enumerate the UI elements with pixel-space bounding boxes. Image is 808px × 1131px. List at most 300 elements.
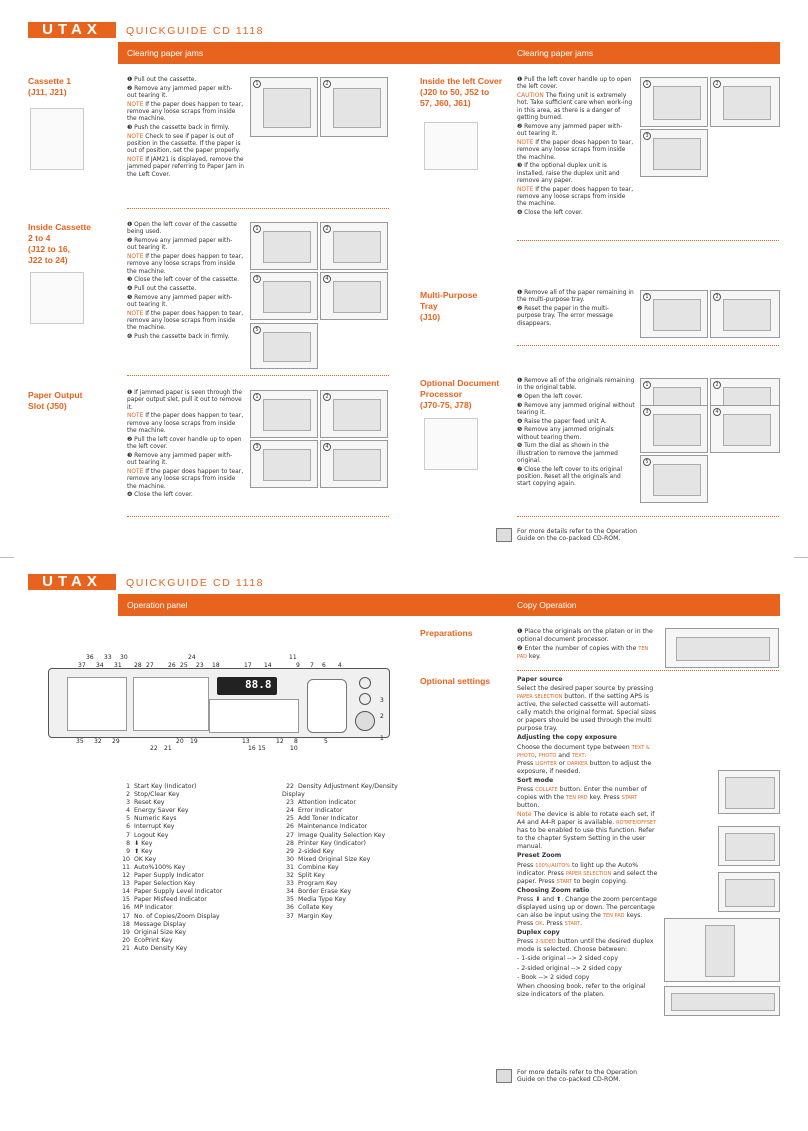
section-title-output: Paper Output Slot (J50)	[28, 390, 83, 411]
step: ❷ Remove any jammed paper with- out tearing it.	[517, 123, 623, 138]
legend-number: 31	[286, 863, 294, 871]
para: button.	[517, 801, 540, 809]
para: button until the desired duplex mode is selected. Choose between:	[517, 938, 654, 954]
legend-label: Density Adjustment Key/Density Display	[282, 783, 398, 799]
legend-item	[282, 872, 402, 880]
prep-text	[517, 628, 657, 662]
mpt-text	[517, 290, 635, 329]
note: If the paper does happen to tear, remove any loose scraps from inside the machine.	[127, 413, 244, 435]
legend-item	[282, 815, 402, 823]
panel-number-top: 18	[212, 662, 220, 669]
legend-label: Attention Indicator	[298, 799, 356, 807]
legend-item	[118, 807, 278, 815]
legend-number: 8	[126, 839, 130, 847]
legend-number: 18	[122, 920, 130, 928]
legend-label: Media Type Key	[298, 896, 346, 904]
panel-number-bottom: 29	[112, 738, 120, 745]
key-name: 100%/AUTO%	[535, 862, 571, 869]
reset-key[interactable]	[359, 677, 371, 689]
step: ❶ Pull the left cover handle up to open the left cover.	[517, 77, 632, 91]
legend-item	[118, 872, 278, 880]
panel-number-bottom: 35	[76, 738, 84, 745]
divider	[127, 516, 389, 517]
para: Press	[517, 759, 536, 767]
legend-number: 32	[286, 872, 294, 880]
panel-number-right: 3	[380, 697, 384, 704]
illustration: 1	[640, 378, 708, 426]
para: Press	[517, 861, 536, 869]
key-name: ROTATE/OFFSET	[616, 820, 657, 827]
subheading: Choosing Zoom ratio	[517, 886, 590, 894]
key-name: TEN PAD	[602, 912, 625, 919]
panel-number-top: 14	[264, 662, 272, 669]
legend-label: Start Key (Indicator)	[134, 783, 197, 790]
para: to light up the Auto% indicator. Press	[517, 861, 639, 877]
note: If JAM21 is displayed, remove the jammed paper referring to Paper Jam in the Left Cover.	[127, 157, 244, 178]
para: or	[556, 759, 568, 767]
panel-number-bottom: 20	[176, 738, 184, 745]
legend-label: Border Erase Key	[298, 888, 352, 896]
legend-number: 11	[122, 863, 130, 871]
illustration	[664, 918, 780, 982]
divider	[517, 516, 779, 517]
legend-label: Interrupt Key	[134, 823, 175, 831]
legend-label: Margin Key	[298, 912, 333, 920]
para: button. If the setting APS is active, the selected cassette will automati-cally match the original format. Special sizes or papers should be used through the multi purpose tray.	[517, 693, 657, 733]
legend-label: Message Display	[134, 920, 186, 928]
panel-number-top: 17	[244, 662, 252, 669]
key-name: TEXT	[571, 752, 585, 759]
legend-number: 16	[122, 904, 130, 912]
doc-title: QUICKGUIDE CD 1118	[126, 577, 265, 589]
step: ❸ Close the left cover of the cassette.	[127, 277, 240, 284]
note: Check to see if paper is out of position in the cassette. If the paper is out of position, set the paper properly.	[127, 133, 241, 155]
paper-keys	[209, 699, 299, 733]
doc-title: QUICKGUIDE CD 1118	[126, 25, 265, 37]
note: If the paper does happen to tear, remove any loose scraps from inside the machine.	[127, 310, 244, 332]
list-item: - Book --> 2 sided copy	[517, 973, 590, 981]
panel-number-bottom: 32	[94, 738, 102, 745]
para: button to adjust the exposure, if needed.	[517, 759, 652, 775]
section-title-opt: Optional settings	[420, 676, 491, 686]
step: ❹ Raise the paper feed unit A.	[517, 418, 607, 425]
legend-number: 36	[286, 904, 294, 912]
legend-item	[118, 929, 278, 937]
panel-number-top: 27	[146, 662, 154, 669]
legend-label: Printer Key (Indicator)	[298, 839, 366, 847]
legend-number: 7	[126, 831, 130, 839]
key-name: 2-SIDED	[535, 939, 556, 946]
illustration: 3	[640, 405, 708, 453]
legend-number: 19	[122, 928, 130, 936]
panel-number-top: 30	[120, 654, 128, 661]
panel-number-bottom: 15	[258, 745, 266, 752]
legend-item	[118, 791, 278, 799]
legend-number: 1	[126, 783, 130, 790]
panel-number-bottom: 16	[248, 745, 256, 752]
legend-item	[282, 832, 402, 840]
legend-number: 28	[286, 839, 294, 847]
legend-number: 37	[286, 912, 294, 920]
legend-label: Auto Density Key	[134, 944, 188, 952]
panel-number-top: 34	[96, 662, 104, 669]
panel-number-top: 4	[338, 662, 342, 669]
panel-number-bottom: 21	[164, 745, 172, 752]
step: ❹ Close the left cover.	[517, 210, 583, 217]
para: key. Press	[587, 793, 622, 801]
step: ❶ If jammed paper is seen through the paper output slet, pull it out to remove it.	[127, 390, 242, 411]
legend-item	[118, 880, 278, 888]
step: ❶ Pull out the cassette.	[127, 77, 197, 83]
note-label: NOTE	[127, 254, 144, 260]
legend-number: 22	[286, 783, 294, 790]
divider	[517, 345, 779, 346]
illustration	[665, 628, 779, 668]
left-keys	[67, 677, 127, 731]
key-name: START	[556, 878, 573, 885]
step: key.	[526, 653, 541, 661]
illustration: 1	[250, 222, 318, 270]
legend-number: 26	[286, 823, 294, 831]
illustration: 2	[710, 378, 780, 426]
section-title-odp: Optional Document Processor (J70-75, J78)	[420, 378, 500, 410]
divider	[517, 240, 779, 241]
legend-item	[118, 913, 278, 921]
para: to begin copying.	[572, 877, 628, 885]
section-bar-title-left: Operation panel	[127, 600, 188, 610]
panel-number-top: 36	[86, 654, 94, 661]
illustration: 3	[250, 272, 318, 320]
legend-number: 23	[286, 799, 294, 807]
panel-number-right: 1	[380, 735, 384, 742]
cassette24-text	[127, 222, 245, 343]
legend-label: Numeric Keys	[134, 815, 177, 823]
section-title-cassette1: Cassette 1 (J11, J21)	[28, 76, 71, 97]
subheading: Duplex copy	[517, 929, 560, 937]
divider	[127, 375, 389, 376]
legend-item	[282, 799, 402, 807]
start-key[interactable]	[355, 711, 375, 731]
section-bar	[118, 594, 780, 616]
machine-icon	[424, 418, 478, 470]
legend-label: Original Size Key	[134, 928, 187, 936]
legend-label: EcoPrint Key	[134, 936, 173, 944]
step: ❷ Enter the number of copies with the	[517, 645, 639, 653]
illustration: 4	[320, 272, 388, 320]
para: .	[580, 919, 583, 927]
step: ❸ If the optional duplex unit is installed, raise the duplex unit and remove any paper.	[517, 163, 620, 185]
legend-item	[118, 888, 278, 896]
key-name: DARKER	[567, 760, 588, 767]
note-label: NOTE	[127, 468, 144, 475]
illustration	[718, 826, 780, 866]
mid-keys	[133, 677, 209, 731]
section-title-mpt: Multi-Purpose Tray (J10)	[420, 290, 478, 322]
ten-pad	[307, 679, 347, 733]
para: Press ⬇ and ⬆. Change the zoom percentage displayed using up or down. The percentage can also be input using the	[517, 895, 657, 919]
note-label: NOTE	[517, 186, 534, 193]
panel-number-top: 31	[114, 662, 122, 669]
legend-number: 21	[122, 944, 130, 952]
step: ❻ Turn the dial as shown in the illustration to remove the jammed original.	[517, 443, 618, 464]
legend-item	[118, 921, 278, 929]
panel-number-bottom: 13	[242, 738, 250, 745]
legend-label: Maintenance Indicator	[298, 823, 368, 831]
caution: The fixing unit is extremely hot. Take sufficient care when work-ing in this area, as there is a danger of getting burned.	[517, 93, 633, 122]
legend-label: Logout Key	[134, 831, 169, 839]
step: ❹ Pull out the cassette.	[127, 286, 197, 292]
legend-label: Mixed Original Size Key	[298, 855, 371, 863]
panel-number-top: 6	[322, 662, 326, 669]
legend-item	[118, 815, 278, 823]
legend-number: 12	[122, 872, 130, 880]
illustration: 2	[710, 290, 780, 338]
legend-number: 34	[286, 888, 294, 896]
note: If the paper does happen to tear, remove any loose scraps from inside the machine.	[127, 101, 244, 123]
cassette1-text	[127, 77, 245, 180]
step: ❻ Push the cassette back in firmly.	[127, 334, 230, 340]
illustration: 3	[640, 129, 708, 177]
legend-label: ⬆ Key	[134, 847, 153, 855]
subheading: Paper source	[517, 676, 563, 683]
legend-number: 25	[286, 815, 294, 823]
legend-item	[118, 840, 278, 848]
key-name: OK	[535, 920, 543, 927]
para: keys. Press	[517, 911, 643, 927]
note-label: NOTE	[127, 133, 144, 140]
legend-label: Energy Saver Key	[134, 807, 189, 815]
illustration: 2	[320, 77, 388, 137]
odp-text	[517, 378, 635, 490]
divider	[127, 208, 389, 209]
legend-number: 27	[286, 831, 294, 839]
step: ❼ Close the left cover to its original position. Reset all the originals and start copying again.	[517, 466, 622, 488]
legend-label: Split Key	[298, 872, 325, 880]
key-name: LIGHTER	[535, 760, 557, 767]
more-info: For more details refer to the Operation Guide on the co-packed CD-ROM.	[517, 528, 638, 543]
panel-number-bottom: 10	[290, 745, 298, 752]
para: Select the desired paper source by pressing	[517, 685, 654, 693]
step: ❷ Reset the paper in the multi- purpose tray. The error message disappears.	[517, 306, 613, 327]
note-label: NOTE	[127, 101, 144, 108]
legend-label: Paper Supply Indicator	[134, 872, 204, 880]
legend-number: 13	[122, 880, 130, 888]
legend-label: Paper Misfeed Indicator	[134, 896, 207, 904]
legend-number: 24	[286, 807, 294, 815]
legend-item	[118, 937, 278, 945]
illustration: 2	[710, 77, 780, 127]
illustration	[718, 770, 780, 814]
operation-panel	[48, 668, 390, 738]
note-label: Note	[517, 811, 532, 819]
brand-logo: UTAX	[28, 22, 116, 38]
step: ❷ Pull the left cover handle up to open the left cover.	[127, 436, 242, 451]
key-name: TEXT & PHOTO	[517, 744, 650, 759]
step: ❷ Open the left cover.	[517, 394, 583, 400]
note-label: NOTE	[517, 139, 534, 146]
legend-item	[282, 840, 402, 848]
legend-item	[118, 823, 278, 831]
legend-label: Paper Selection Key	[134, 880, 196, 888]
step: ❶ Remove all of the originals remaining in the original table.	[517, 378, 635, 392]
panel-number-bottom: 5	[324, 738, 328, 745]
para: button. Enter the number of copies with the	[517, 785, 647, 801]
legend-left	[118, 783, 278, 953]
legend-item	[282, 864, 402, 872]
section-title-cassette24: Inside Cassette 2 to 4 (J12 to 16, J22 to 24)	[28, 222, 92, 265]
legend-item	[282, 856, 402, 864]
illustration: 1	[250, 390, 318, 438]
note-label: NOTE	[127, 413, 144, 420]
book-icon	[496, 1069, 512, 1083]
note: If the paper does happen to tear, remove any loose scraps from inside the machine.	[517, 139, 634, 161]
legend-number: 5	[126, 815, 130, 823]
legend-number: 30	[286, 855, 294, 863]
legend-label: Combine Key	[298, 863, 339, 871]
legend-number: 2	[126, 791, 130, 799]
legend-label: Reset Key	[134, 799, 165, 807]
para: . Press	[542, 919, 565, 927]
section-bar	[118, 42, 780, 64]
step: ❶ Place the originals on the platen or in the optional document processor.	[517, 628, 653, 643]
legend-item	[118, 856, 278, 864]
illustration: 5	[640, 455, 708, 503]
legend-number: 15	[122, 896, 130, 904]
panel-number-top: 11	[289, 654, 297, 661]
illustration: 3	[250, 440, 318, 488]
leftcover-text	[517, 77, 635, 219]
legend-label: Program Key	[298, 880, 338, 888]
legend-item	[118, 799, 278, 807]
opt-text	[517, 676, 659, 1000]
legend-item	[282, 896, 402, 904]
legend-number: 33	[286, 880, 294, 888]
illustration: 1	[640, 77, 708, 127]
legend-number: 20	[122, 936, 130, 944]
brand-logo: UTAX	[28, 574, 116, 590]
para: Choose the document type between	[517, 743, 632, 751]
key-name: TEN PAD	[566, 794, 588, 801]
legend-number: 6	[126, 823, 130, 831]
illustration: 2	[320, 222, 388, 270]
step: ❸ Remove any jammed paper with- out tearing it.	[127, 452, 233, 467]
step: ❺ Remove any jammed originals without tearing them.	[517, 427, 614, 441]
crop-mark	[794, 557, 808, 558]
output-text	[127, 390, 245, 501]
panel-number-top: 26	[168, 662, 176, 669]
legend-label: OK Key	[134, 855, 157, 863]
stop-key[interactable]	[359, 693, 371, 705]
step: ❷ Remove any jammed paper with- out tearing it.	[127, 85, 233, 99]
legend-number: 9	[126, 847, 130, 855]
note-label: NOTE	[127, 310, 144, 317]
para: When choosing book, refer to the original size indicators of the platen.	[517, 983, 646, 998]
section-bar-title-right: Copy Operation	[517, 600, 577, 610]
machine-icon	[30, 272, 84, 324]
illustration: 4	[320, 440, 388, 488]
legend-item	[118, 945, 278, 953]
illustration: 4	[710, 405, 780, 453]
subheading: Adjusting the copy exposure	[517, 734, 617, 742]
para: The device is able to rotate each set, if A4 and A4-R paper is available.	[517, 811, 655, 827]
legend-item	[118, 896, 278, 904]
crop-mark	[0, 557, 14, 558]
caution-label: CAUTION	[517, 93, 544, 99]
step: ❶ Remove all of the paper remaining in the multi-purpose tray.	[517, 290, 634, 304]
list-item: - 2-sided original --> 2 sided copy	[517, 964, 622, 972]
panel-number-bottom: 22	[150, 745, 158, 752]
key-name: TEN PAD	[517, 646, 649, 661]
step: ❸ Push the cassette back in firmly.	[127, 125, 230, 131]
note-label: NOTE	[127, 157, 144, 163]
step: ❹ Close the left cover.	[127, 492, 193, 499]
step: ❺ Remove any jammed paper with- out tearing it.	[127, 294, 233, 308]
legend-label: MP Indicator	[134, 904, 173, 912]
panel-number-top: 23	[196, 662, 204, 669]
illustration: 1	[640, 290, 708, 338]
key-name: COLLATE	[535, 786, 558, 793]
subheading: Preset Zoom	[517, 852, 562, 860]
section-title-prep: Preparations	[420, 628, 473, 638]
panel-number-bottom: 19	[190, 738, 198, 745]
legend-label: No. of Copies/Zoom Display	[134, 912, 220, 920]
step: ❸ Remove any jammed original without tearing it.	[517, 402, 635, 416]
legend-item	[282, 904, 402, 912]
panel-number-top: 37	[78, 662, 86, 669]
para: Press	[517, 785, 536, 793]
para: ,	[534, 751, 539, 759]
legend-label: ⬇ Key	[134, 839, 153, 847]
note: If the paper does happen to tear, remove any loose scraps from inside the machine.	[517, 186, 634, 208]
legend-item	[118, 832, 278, 840]
more-info: For more details refer to the Operation Guide on the co-packed CD-ROM.	[517, 1069, 638, 1084]
subheading: Sort mode	[517, 776, 554, 784]
section-bar-title-left: Clearing paper jams	[127, 48, 204, 58]
panel-number-top: 9	[296, 662, 300, 669]
panel-number-top: 25	[180, 662, 188, 669]
legend-number: 10	[122, 855, 130, 863]
section-title-leftcover: Inside the left Cover (J20 to 50, J52 to 57, J60, J61)	[420, 76, 503, 108]
machine-icon	[424, 122, 478, 170]
copy-count-display: 88.8	[245, 678, 272, 691]
note: If the paper does happen to tear, remove any loose scraps from inside the machine.	[127, 468, 244, 490]
legend-number: 14	[122, 888, 130, 896]
illustration: 2	[320, 390, 388, 438]
legend-label: Auto%100% Key	[134, 863, 186, 871]
legend-number: 3	[126, 799, 130, 807]
para: has to be enabled to use this function. Refer to the chapter System Setting in the user manual.	[517, 827, 655, 851]
legend-item	[118, 848, 278, 856]
step: ❶ Open the left cover of the cassette being used.	[127, 222, 237, 236]
key-name: PHOTO	[538, 752, 557, 759]
legend-item	[282, 913, 402, 921]
para: .	[584, 751, 587, 759]
legend-label: Image Quality Selection Key	[298, 831, 386, 839]
key-name: PAPER SELECTION	[565, 870, 612, 877]
legend-label: 2-sided Key	[298, 847, 334, 855]
illustration	[664, 986, 780, 1016]
divider	[517, 670, 779, 671]
legend-right	[282, 783, 402, 921]
legend-label: Add Toner Indicator	[298, 815, 359, 823]
legend-item	[282, 807, 402, 815]
legend-item	[282, 880, 402, 888]
legend-item	[118, 904, 278, 912]
panel-number-top: 24	[188, 654, 196, 661]
para: Press	[517, 938, 536, 946]
key-name: PAPER SELECTION	[517, 694, 563, 701]
legend-item	[118, 783, 278, 791]
